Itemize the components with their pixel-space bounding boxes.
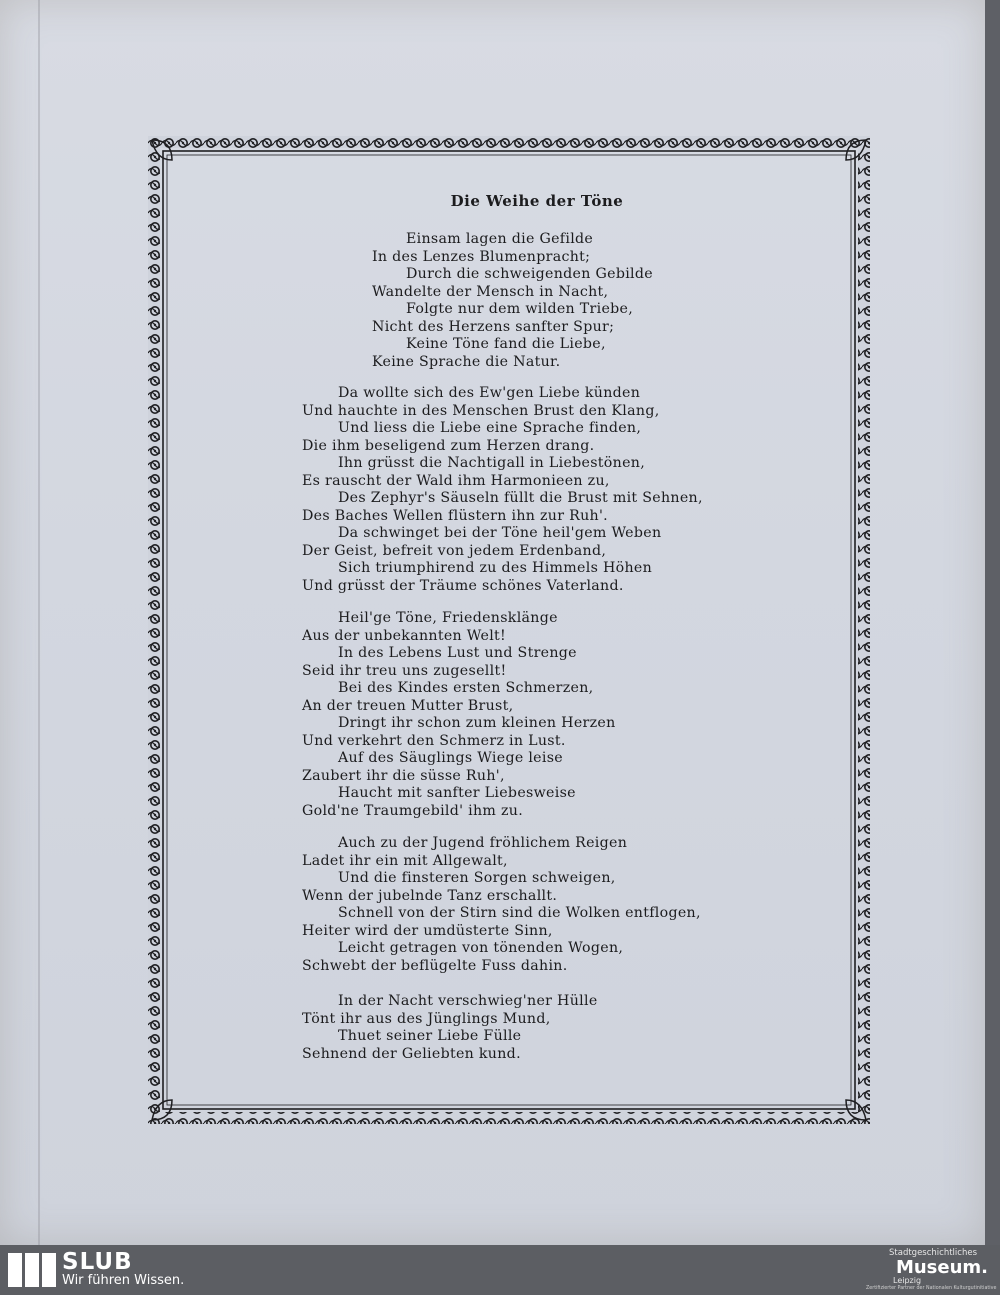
museum-note: Zertifizierter Partner der Nationalen Kulturgutinitiative — [866, 1286, 997, 1291]
poem-line: Sehnend der Geliebten kund. — [302, 1045, 521, 1062]
footer-bar — [0, 1245, 1000, 1295]
poem-line: Und grüsst der Träume schönes Vaterland. — [302, 577, 624, 594]
poem-line: Leicht getragen von tönenden Wogen, — [338, 940, 624, 956]
poem-title: Die Weihe der Töne — [450, 192, 624, 210]
poem-line: Und liess die Liebe eine Sprache finden, — [338, 420, 642, 436]
brand-name: SLUB — [62, 1249, 133, 1275]
poem-line: Der Geist, befreit von jedem Erdenband, — [302, 542, 607, 559]
poem-line: Ladet ihr ein mit Allgewalt, — [302, 852, 508, 869]
poem-line: In des Lebens Lust und Strenge — [338, 645, 577, 661]
poem-line: Folgte nur dem wilden Triebe, — [406, 301, 634, 317]
paper-fold — [38, 0, 40, 1245]
poem-line: Einsam lagen die Gefilde — [406, 231, 594, 247]
poem-line: Haucht mit sanfter Liebesweise — [338, 785, 576, 801]
poem-line: Keine Sprache die Natur. — [372, 353, 561, 370]
poem-line: Heiter wird der umdüsterte Sinn, — [302, 922, 553, 939]
poem-line: Seid ihr treu uns zugesellt! — [302, 662, 507, 679]
poem-line: Des Baches Wellen flüstern ihn zur Ruh'. — [302, 507, 608, 524]
poem-line: Gold'ne Traumgebild' ihm zu. — [302, 802, 524, 819]
poem-line: In der Nacht verschwieg'ner Hülle — [338, 993, 598, 1009]
poem-line: Da wollte sich des Ew'gen Liebe künden — [338, 385, 641, 401]
slub-logo-icon — [8, 1251, 56, 1289]
poem-line: Wenn der jubelnde Tanz erschallt. — [302, 887, 558, 904]
poem-line: Zaubert ihr die süsse Ruh', — [302, 767, 505, 784]
poem-line: Und die finsteren Sorgen schweigen, — [338, 870, 616, 886]
poem-line: Schnell von der Stirn sind die Wolken entflogen, — [338, 905, 701, 921]
poem-line: Es rauscht der Wald ihm Harmonieen zu, — [302, 472, 610, 489]
brand-tagline: Wir führen Wissen. — [62, 1273, 185, 1288]
poem-line: Nicht des Herzens sanfter Spur; — [372, 318, 615, 335]
poem-line: Ihn grüsst die Nachtigall in Liebestönen, — [338, 455, 646, 471]
poem-line: In des Lenzes Blumenpracht; — [372, 248, 591, 265]
poem-line: Schwebt der beflügelte Fuss dahin. — [302, 957, 568, 974]
poem-line: Da schwinget bei der Töne heil'gem Weben — [338, 525, 662, 541]
poem-line: Aus der unbekannten Welt! — [302, 627, 507, 644]
poem-line: An der treuen Mutter Brust, — [302, 697, 514, 714]
poem-line: Tönt ihr aus des Jünglings Mund, — [302, 1010, 551, 1027]
poem-line: Dringt ihr schon zum kleinen Herzen — [338, 715, 616, 731]
poem-line: Auf des Säuglings Wiege leise — [338, 750, 563, 766]
poem-line: Sich triumphirend zu des Himmels Höhen — [338, 560, 653, 576]
museum-city: Leipzig — [893, 1276, 922, 1285]
poem-line: Durch die schweigenden Gebilde — [406, 266, 653, 282]
museum-name: Museum. — [895, 1257, 988, 1278]
poem-line: Und hauchte in des Menschen Brust den Klang, — [302, 402, 660, 419]
poem-line: Auch zu der Jugend fröhlichem Reigen — [338, 835, 628, 851]
poem-line: Die ihm beseligend zum Herzen drang. — [302, 437, 595, 454]
poem-line: Thuet seiner Liebe Fülle — [338, 1028, 522, 1044]
poem-line: Heil'ge Töne, Friedensklänge — [338, 610, 558, 626]
museum-subtitle: Stadtgeschichtliches — [889, 1248, 977, 1258]
poem-line: Des Zephyr's Säuseln füllt die Brust mit Sehnen, — [338, 490, 703, 506]
poem-line: Und verkehrt den Schmerz in Lust. — [302, 732, 566, 749]
poem-line: Keine Töne fand die Liebe, — [406, 336, 606, 352]
poem-line: Wandelte der Mensch in Nacht, — [372, 283, 609, 300]
poem-line: Bei des Kindes ersten Schmerzen, — [338, 680, 594, 696]
